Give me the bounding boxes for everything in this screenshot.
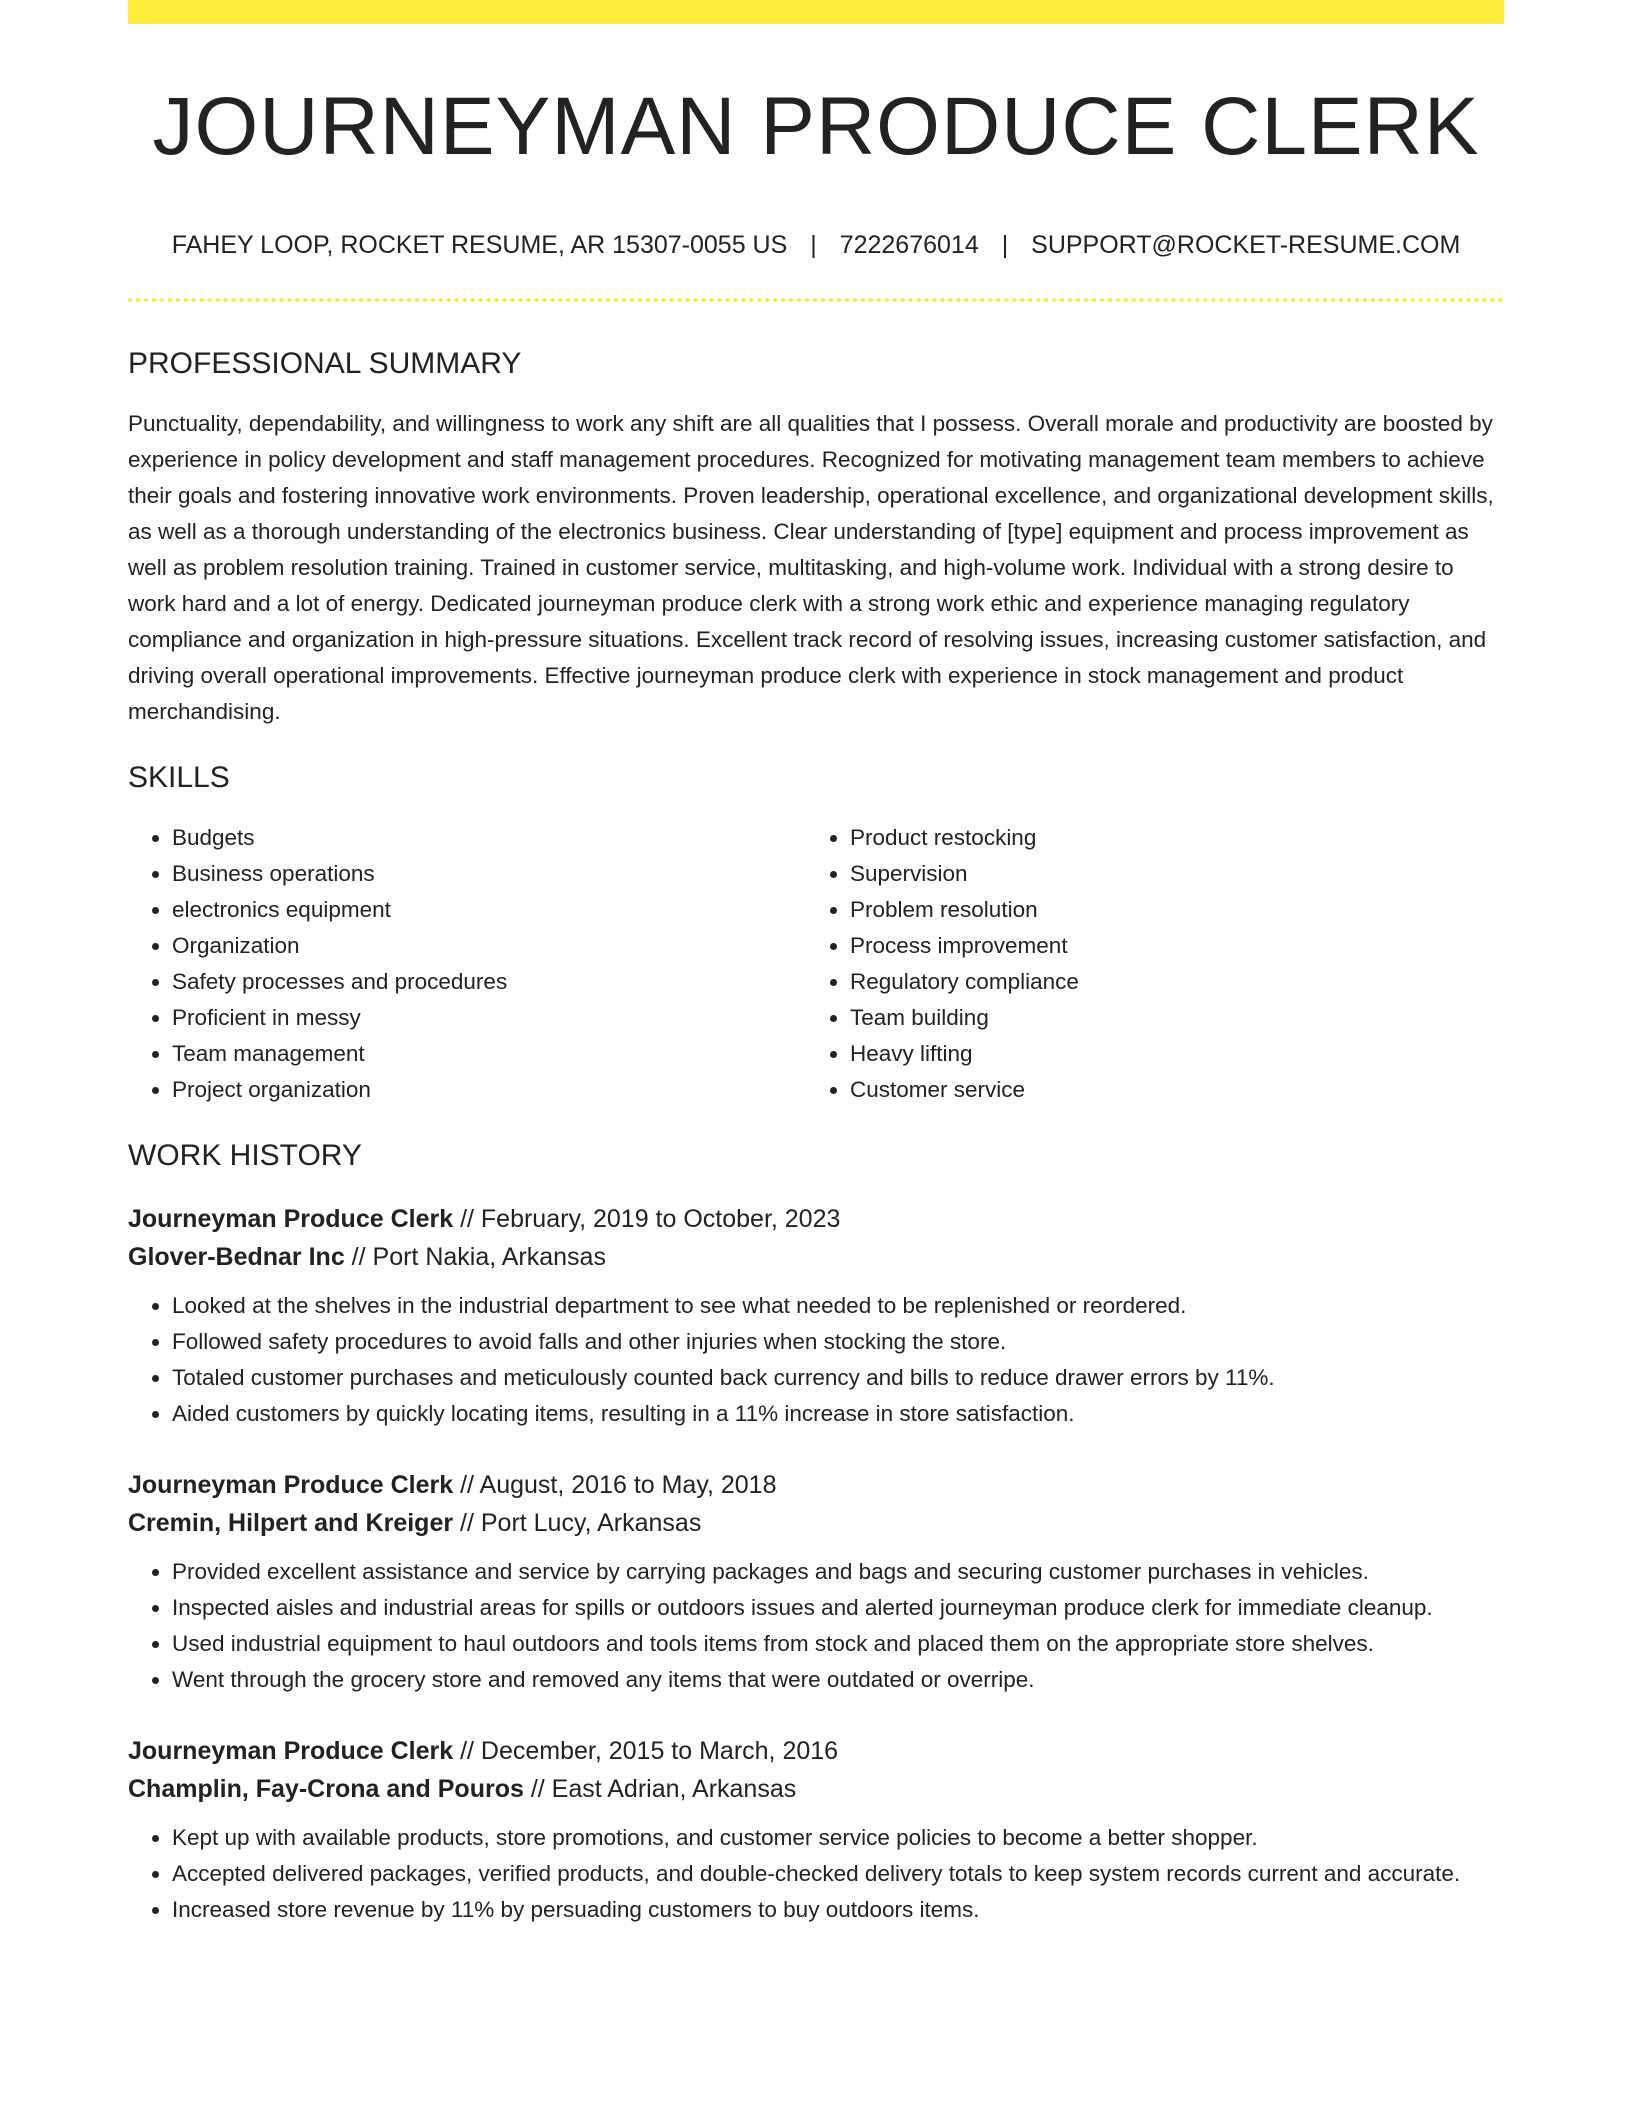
job-entry — [128, 1466, 1504, 1698]
job-dates: // February, 2019 to October, 2023 — [453, 1205, 841, 1234]
job-dates: // December, 2015 to March, 2016 — [453, 1737, 839, 1766]
job-dates: // August, 2016 to May, 2018 — [453, 1471, 777, 1500]
job-duty: • Kept up with available products, store promotions, and customer service policies to become a better shopper. — [172, 1820, 1504, 1856]
job-location: // East Adrian, Arkansas — [523, 1775, 797, 1804]
header-divider — [128, 298, 1504, 302]
job-role: Journeyman Produce Clerk — [128, 1471, 454, 1500]
job-location: // Port Nakia, Arkansas — [344, 1243, 606, 1272]
contact-separator: | — [810, 231, 817, 260]
job-duty: • Increased store revenue by 11% by persuading customers to buy outdoors items. — [172, 1892, 1504, 1928]
skill-item: • Regulatory compliance — [850, 964, 1484, 1000]
job-duties — [128, 1554, 1504, 1698]
skill-item: • Heavy lifting — [850, 1036, 1484, 1072]
skill-item: • Proficient in messy — [172, 1000, 806, 1036]
job-duty: • Provided excellent assistance and service by carrying packages and bags and securing customer purchases in vehicles. — [172, 1554, 1504, 1590]
job-company: Cremin, Hilpert and Kreiger — [128, 1509, 454, 1538]
job-duty: • Accepted delivered packages, verified products, and double-checked delivery totals to keep system records current and accurate. — [172, 1856, 1504, 1892]
skill-item: • Problem resolution — [850, 892, 1484, 928]
skill-item: • Project organization — [172, 1072, 806, 1108]
skill-item: • Process improvement — [850, 928, 1484, 964]
job-company-line — [128, 1504, 1504, 1542]
job-entry — [128, 1200, 1504, 1432]
job-company: Glover-Bednar Inc — [128, 1243, 345, 1272]
job-duty: • Inspected aisles and industrial areas for spills or outdoors issues and alerted journeyman produce clerk for immediate cleanup. — [172, 1590, 1504, 1626]
contact-address: FAHEY LOOP, ROCKET RESUME, AR 15307-0055 US — [171, 231, 788, 260]
summary-heading: PROFESSIONAL SUMMARY — [128, 347, 522, 381]
job-duties — [128, 1288, 1504, 1432]
skill-item: • Team building — [850, 1000, 1484, 1036]
skill-item: • Safety processes and procedures — [172, 964, 806, 1000]
job-duty: • Totaled customer purchases and meticulously counted back currency and bills to reduce drawer errors by 11%. — [172, 1360, 1504, 1396]
job-duty: • Followed safety procedures to avoid falls and other injuries when stocking the store. — [172, 1324, 1504, 1360]
resume-title: JOURNEYMAN PRODUCE CLERK — [152, 81, 1480, 172]
job-duty: • Went through the grocery store and removed any items that were outdated or overripe. — [172, 1662, 1504, 1698]
contact-email: SUPPORT@ROCKET-RESUME.COM — [1031, 231, 1461, 260]
skill-item: • Product restocking — [850, 820, 1484, 856]
skill-item: • Supervision — [850, 856, 1484, 892]
contact-phone: 7222676014 — [839, 231, 979, 260]
job-duties — [128, 1820, 1504, 1928]
job-duty: • Used industrial equipment to haul outdoors and tools items from stock and placed them on the appropriate store shelves. — [172, 1626, 1504, 1662]
job-role-line — [128, 1466, 1504, 1504]
skill-item: • Budgets — [172, 820, 806, 856]
resume-page — [128, 0, 1504, 1928]
job-role-line — [128, 1200, 1504, 1238]
job-role: Journeyman Produce Clerk — [128, 1205, 454, 1234]
job-duty: • Looked at the shelves in the industrial department to see what needed to be replenished or reordered. — [172, 1288, 1504, 1324]
job-duty: • Aided customers by quickly locating items, resulting in a 11% increase in store satisfaction. — [172, 1396, 1504, 1432]
skills-list-left — [128, 820, 806, 1108]
job-company: Champlin, Fay-Crona and Pouros — [128, 1775, 524, 1804]
skill-item: • Customer service — [850, 1072, 1484, 1108]
skill-item: • Team management — [172, 1036, 806, 1072]
job-role: Journeyman Produce Clerk — [128, 1737, 454, 1766]
skills-grid — [128, 820, 1504, 1108]
contact-line — [128, 230, 1504, 260]
summary-text: Punctuality, dependability, and willingness to work any shift are all qualities that I possess. Overall morale and productivity are boosted by experience in policy development and staff management procedures. Recognized for motivating management team members to achieve their goals and fostering innovative work environments. Proven leadership, operational excellence, and organizational development skills, as well as a thorough understanding of the electronics business. Clear understanding of [type] equipment and process improvement as well as problem resolution training. Trained in customer service, multitasking, and high-volume work. Individual with a strong desire to work hard and a lot of energy. Dedicated journeyman produce clerk with a strong work ethic and experience managing regulatory compliance and organization in high-pressure situations. Excellent track record of resolving issues, increasing customer satisfaction, and driving overall operational improvements. Effective journeyman produce clerk with experience in stock management and product merchandising. — [128, 411, 1494, 725]
job-location: // Port Lucy, Arkansas — [453, 1509, 702, 1538]
skill-item: • electronics equipment — [172, 892, 806, 928]
work-history-heading: WORK HISTORY — [128, 1139, 362, 1173]
job-entry — [128, 1732, 1504, 1928]
accent-bar — [128, 0, 1504, 24]
skills-heading: SKILLS — [128, 761, 230, 795]
skills-list-right — [806, 820, 1484, 1108]
contact-separator: | — [1001, 231, 1009, 260]
job-company-line — [128, 1770, 1504, 1808]
job-company-line — [128, 1238, 1504, 1276]
job-role-line — [128, 1732, 1504, 1770]
skill-item: • Business operations — [172, 856, 806, 892]
skill-item: • Organization — [172, 928, 806, 964]
